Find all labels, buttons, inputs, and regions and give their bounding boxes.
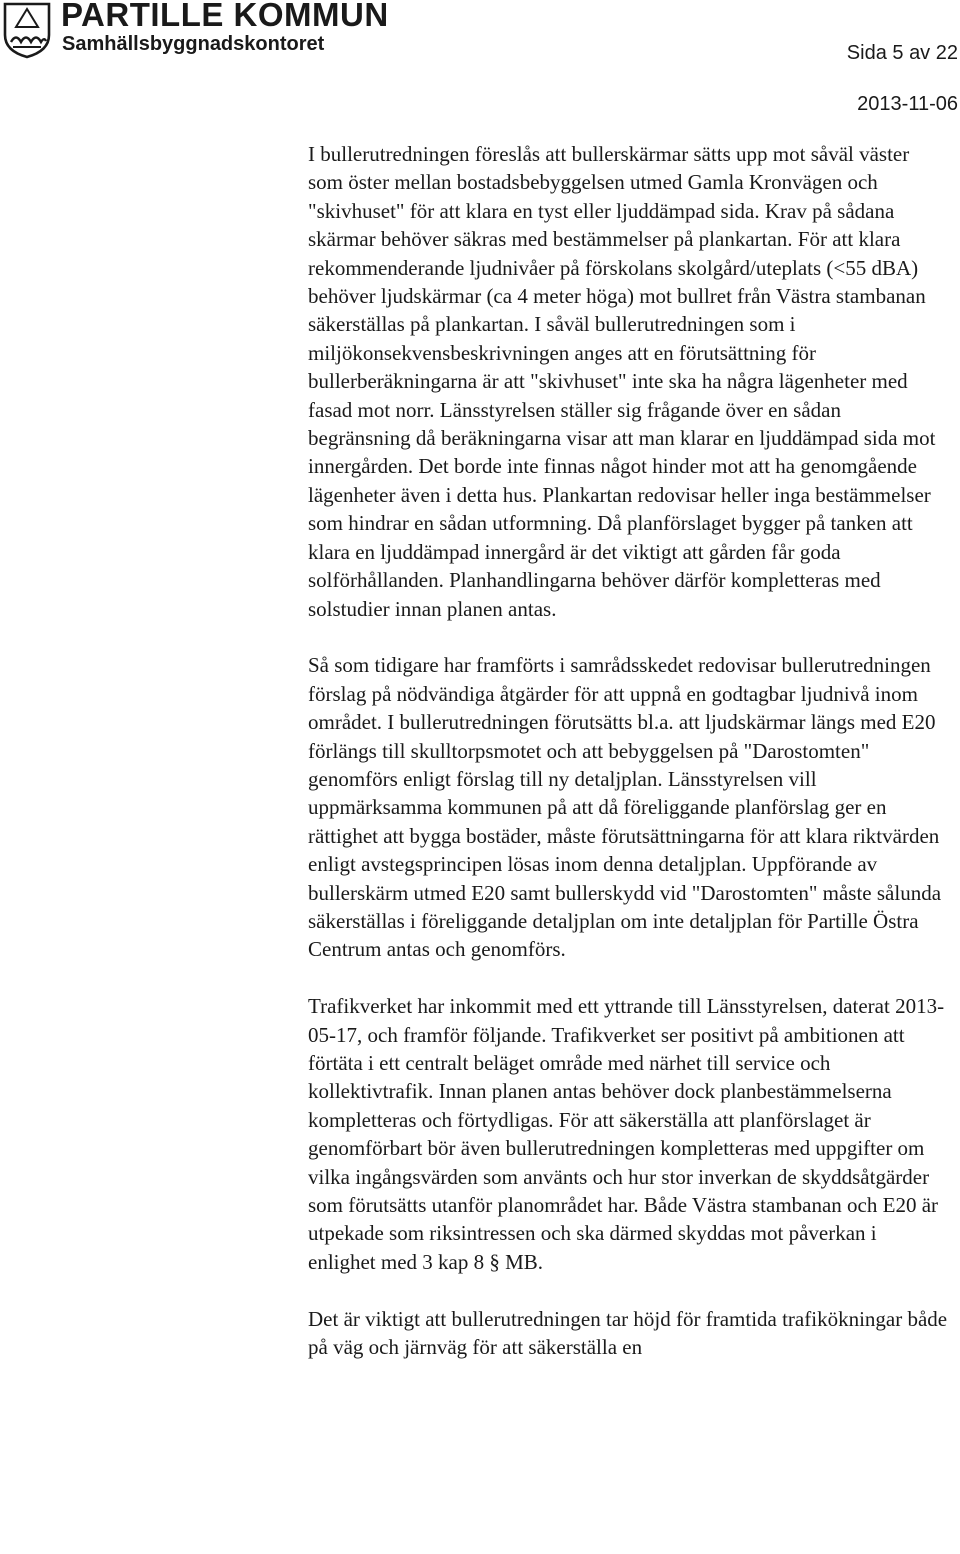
department-name: Samhällsbyggnadskontoret: [62, 33, 325, 55]
paragraph: I bullerutredningen föreslås att bullerskärmar sätts upp mot såväl väster som öster mellan bostadsbebyggelsen utmed Gamla Kronvägen och "skivhuset" för att klara en tyst eller ljuddämpad sida. Krav på sådana skärmar behöver säkras med bestämmelser på plankartan. För att klara rekommenderande ljudnivåer på förskolans skolgård/uteplats (<55 dBA) behöver ljudskärmar (ca 4 meter höga) mot bullret från Västra stambanan säkerställas på plankartan. I såväl bullerutredningen som i miljökonsekvensbeskrivningen anges att en förutsättning för bullerberäkningarna är att "skivhuset" inte ska ha några lägenheter med fasad mot norr. Länsstyrelsen ställer sig frågande över en sådan begränsning då beräkningarna visar att man klarar en ljuddämpad sida mot innergården. Det borde inte finnas något hinder mot att ha genomgående lägenheter även i detta hus. Plankartan redovisar heller inga bestämmelser som hindrar en sådan utformning. Då planförslaget bygger på tanken att klara en ljuddämpad innergård är det viktigt att gården får goda solförhållanden. Planhandlingarna behöver därför kompletteras med solstudier innan planen antas.: [308, 142, 936, 621]
paragraph: Det är viktigt att bullerutredningen tar höjd för framtida trafikökningar både på väg och järnväg för att säkerställa en: [308, 1306, 948, 1360]
page-indicator: Sida 5 av 22: [846, 42, 958, 64]
paragraph: Så som tidigare har framförts i samrådsskedet redovisar bullerutredningen förslag på nödvändiga åtgärder för att uppnå en godtagbar ljudnivå inom området. I bullerutredningen förutsätts bl.a. att ljudskärmar längs med E20 förlängs till skulltorpsmotet och att bebyggelsen på "Darostomten" genomförs enligt förslag till ny detaljplan. Länsstyrelsen vill uppmärksamma kommunen på att då föreliggande planförslag ger en rättighet att bygga bostäder, måste förutsättningarna för att klara riktvärden enligt avstegsprincipen lösas inom denna detaljplan. Uppförande av bullerskärm utmed E20 samt bullerskydd vid "Darostomten" måste sålunda säkerställas i föreliggande detaljplan om inte detaljplan för Partille Östra Centrum antas och genomförs.: [308, 653, 942, 962]
document-date: 2013-11-06: [857, 93, 958, 115]
paragraph: Trafikverket har inkommit med ett yttrande till Länsstyrelsen, daterat 2013- 05-17, och framför följande. Trafikverket ser positivt på ambitionen att förtäta i ett centralt beläget område med närhet till service och kollektivtrafik. Innan planen antas behöver dock planbestämmelserna kompletteras och förtydligas. För att säkerställa att planförslaget är genomförbart bör även bullerutredningen kompletteras med uppgifter om vilka ingångsvärden som använts och hur stor inverkan de skyddsåtgärder som förutsätts utanför planområdet har. Både Västra stambanan och E20 är utpekade som riksintressen och ska därmed skyddas mot påverkan i enlighet med 3 kap 8 § MB.: [308, 994, 945, 1274]
document-body: [308, 140, 948, 1390]
municipal-crest-icon: [2, 1, 52, 59]
organization-name: PARTILLE KOMMUN: [61, 0, 389, 33]
page-header: [0, 0, 960, 115]
